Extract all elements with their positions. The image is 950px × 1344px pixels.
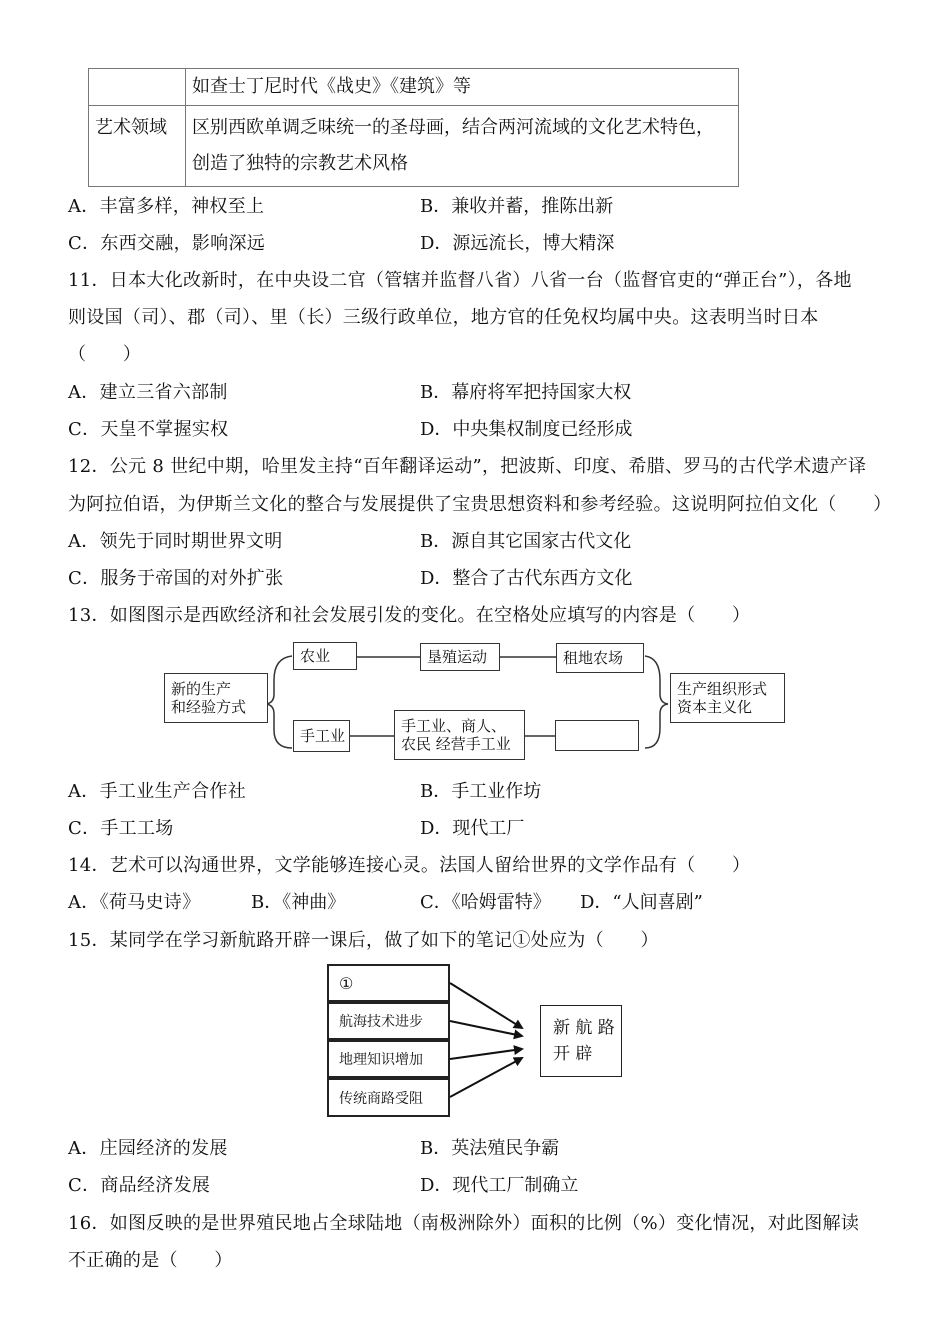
- option-b: B．手工业作坊: [420, 781, 542, 802]
- box-label: 手工业、商人、: [401, 717, 507, 735]
- option-c: C．《哈姆雷特》: [420, 892, 551, 913]
- cell-line: 创造了独特的宗教艺术风格: [192, 153, 408, 174]
- cause-cell: 地理知识增加: [327, 1040, 450, 1078]
- option-d: D．源远流长，博大精深: [420, 233, 615, 254]
- option-c: C．商品经济发展: [68, 1175, 211, 1196]
- answer-blank: （ ）: [68, 344, 142, 365]
- table-cell: 艺术领域: [89, 106, 186, 187]
- option-b: B．英法殖民争霸: [420, 1138, 560, 1159]
- question-text: 13．如图图示是西欧经济和社会发展引发的变化。在空格处应填写的内容是（ ）: [68, 605, 751, 626]
- question-text: 12．公元 8 世纪中期，哈里发主持“百年翻译运动”，把波斯、印度、希腊、罗马的古代学术遗产译: [68, 456, 867, 477]
- box-label: 生产组织形式: [677, 680, 768, 698]
- box-label: 和经验方式: [171, 698, 247, 716]
- option-a: A．领先于同时期世界文明: [68, 531, 283, 552]
- question-text: 15．某同学在学习新航路开辟一课后，做了如下的笔记①处应为（ ）: [68, 930, 659, 951]
- box-label: 新的生产: [171, 680, 232, 698]
- option-b: B．源自其它国家古代文化: [420, 531, 632, 552]
- option-a: A．建立三省六部制: [68, 382, 228, 403]
- option-d: D．现代工厂制确立: [420, 1175, 579, 1196]
- cause-cell: 传统商路受阻: [327, 1078, 450, 1117]
- option-c: C．天皇不掌握实权: [68, 419, 229, 440]
- box-label: 资本主义化: [677, 698, 753, 716]
- question-text: 为阿拉伯语，为伊斯兰文化的整合与发展提供了宝贵思想资料和参考经验。这说明阿拉伯文化（ ）: [68, 494, 892, 515]
- option-a: A．《荷马史诗》: [68, 892, 201, 913]
- option-d: D．“人间喜剧”: [580, 892, 703, 913]
- option-a: A．庄园经济的发展: [68, 1138, 228, 1159]
- question-text: 14．艺术可以沟通世界，文学能够连接心灵。法国人留给世界的文学作品有（ ）: [68, 855, 751, 876]
- option-a: A．丰富多样，神权至上: [68, 196, 265, 217]
- option-c: C．手工工场: [68, 818, 174, 839]
- cause-cell: ①: [327, 964, 450, 1002]
- option-d: D．现代工厂: [420, 818, 525, 839]
- option-b: B．兼收并蓄，推陈出新: [420, 196, 614, 217]
- reclamation-box: 垦殖运动: [420, 643, 500, 671]
- new-route-box: [540, 1005, 622, 1077]
- leased-farm-box: 租地农场: [556, 643, 644, 673]
- cause-cell: 航海技术进步: [327, 1002, 450, 1040]
- agriculture-box: 农业: [293, 642, 357, 670]
- question-text: 16．如图反映的是世界殖民地占全球陆地（南极洲除外）面积的比例（%）变化情况，对此图解读: [68, 1213, 860, 1234]
- option-c: C．服务于帝国的对外扩张: [68, 568, 284, 589]
- box-label: 新 航 路: [553, 1018, 615, 1038]
- option-b: B．《神曲》: [251, 892, 346, 913]
- box-label: 开 辟: [553, 1044, 593, 1064]
- option-a: A．手工业生产合作社: [68, 781, 246, 802]
- question-text: 11．日本大化改新时，在中央设二官（管辖并监督八省）八省一台（监督官吏的“弹正台”），各地: [68, 270, 852, 291]
- option-d: D．中央集权制度已经形成: [420, 419, 633, 440]
- option-d: D．整合了古代东西方文化: [420, 568, 633, 589]
- question-text: 则设国（司）、郡（司）、里（长）三级行政单位，地方官的任免权均属中央。这表明当时日本: [68, 307, 819, 328]
- question-text: 不正确的是（ ）: [68, 1250, 233, 1271]
- box-label: 农民 经营手工业: [401, 735, 511, 753]
- cell-line: 区别西欧单调乏味统一的圣母画，结合两河流域的文化艺术特色，: [192, 117, 714, 138]
- option-c: C．东西交融，影响深远: [68, 233, 266, 254]
- option-b: B．幕府将军把持国家大权: [420, 382, 632, 403]
- table-cell: 如查士丁尼时代《战史》《建筑》等: [186, 69, 739, 106]
- handicraft-box: 手工业: [293, 720, 350, 752]
